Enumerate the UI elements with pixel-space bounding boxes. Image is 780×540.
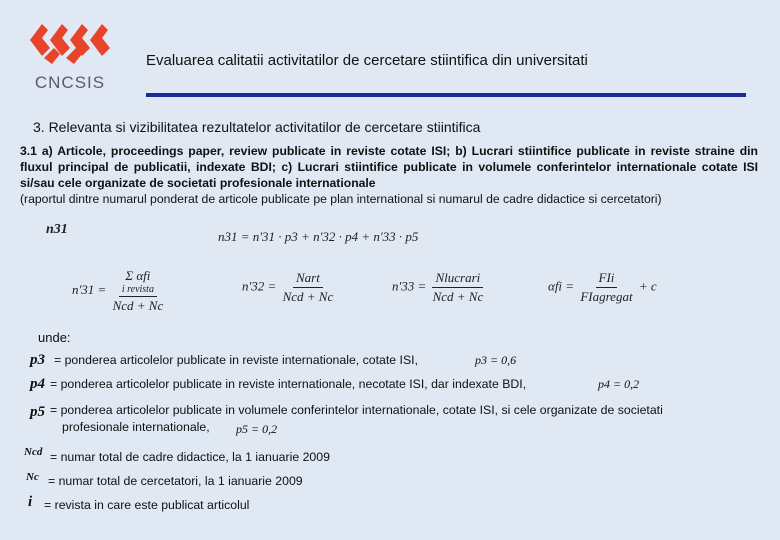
n31-prime-formula (72, 268, 166, 314)
alpha-numerator: FIi (596, 270, 618, 288)
n31-prime-numerator: Σ αfi (125, 268, 151, 283)
alpha-formula (548, 270, 657, 305)
definition-p3: = ponderea articolelor publicate in reviste internationale, cotate ISI, (54, 353, 419, 367)
n32-prime-numerator: Nart (293, 270, 323, 288)
definition-i: = revista in care este publicat articolul (44, 498, 250, 512)
header-divider (146, 93, 746, 97)
value-p3: p3 = 0,6 (475, 353, 517, 367)
n31-prime-fraction (110, 268, 167, 314)
symbol-i: i (28, 494, 33, 510)
symbol-ncd: Ncd (24, 446, 43, 458)
alpha-fraction (577, 270, 635, 305)
definition-nc: = numar total de cercetatori, la 1 ianuarie 2009 (48, 474, 303, 488)
unde-label: unde: (38, 330, 71, 345)
logo-wordmark: CNCSIS (34, 73, 106, 92)
definition-p5-cont: profesionale internationale, (62, 420, 210, 434)
n31-label: n31 (46, 222, 68, 237)
alpha-denominator: FIagregat (580, 289, 633, 304)
n33-prime-fraction (430, 270, 487, 305)
criterion-note: (raportul dintre numarul ponderat de articole publicate pe plan international si numarul de cadre didactice si cercetatori) (20, 192, 662, 206)
cncsis-logo-mark (22, 18, 118, 96)
alpha-tail: + c (638, 278, 657, 294)
n33-prime-lhs: n'33 = (392, 278, 427, 294)
n31-equation: n31 = n'31 · p3 + n'32 · p4 + n'33 · p5 (218, 229, 419, 244)
symbol-nc: Nc (26, 471, 39, 483)
n32-prime-formula (242, 270, 336, 305)
definition-p5: = ponderea articolelor publicate in volumele conferintelor internationale, cotate ISI, si cele organizate de societati (50, 403, 663, 417)
n33-prime-denominator: Ncd + Nc (432, 289, 484, 304)
n32-prime-lhs: n'32 = (242, 278, 277, 294)
n31-prime-denominator: Ncd + Nc (112, 298, 164, 313)
symbol-p3: p3 (30, 352, 45, 368)
value-p4: p4 = 0,2 (598, 377, 640, 391)
criterion-text: 3.1 a) Articole, proceedings paper, review publicate in reviste cotate ISI; b) Lucrari stiintifice publicate in reviste straine din fluxul principal de publicatii, indexate BDI; c) Lucrari stiintifice publicate in volumele conferintelor internationale cotate ISI si/sau cele organizate de societati profesionale internationale (20, 144, 758, 190)
n32-prime-denominator: Ncd + Nc (282, 289, 334, 304)
page-title: Evaluarea calitatii activitatilor de cercetare stiintifica din universitati (146, 52, 588, 69)
symbol-p4: p4 (30, 376, 45, 392)
n32-prime-fraction (280, 270, 337, 305)
definition-ncd: = numar total de cadre didactice, la 1 ianuarie 2009 (50, 450, 330, 464)
section-title: 3. Relevanta si vizibilitatea rezultatelor activitatilor de cercetare stiintifica (33, 119, 481, 135)
criterion-paragraph (20, 143, 758, 207)
symbol-p5: p5 (30, 404, 45, 420)
cncsis-logo (22, 18, 118, 96)
n31-prime-lhs: n'31 = (72, 281, 107, 297)
n33-prime-numerator: Nlucrari (432, 270, 483, 288)
value-p5: p5 = 0,2 (236, 422, 278, 436)
definition-p4: = ponderea articolelor publicate in reviste internationale, necotate ISI, dar indexate BDI, (50, 377, 527, 391)
alpha-lhs: αfi = (548, 278, 575, 294)
n31-prime-sum-index: i revista (121, 284, 154, 295)
n33-prime-formula (392, 270, 486, 305)
